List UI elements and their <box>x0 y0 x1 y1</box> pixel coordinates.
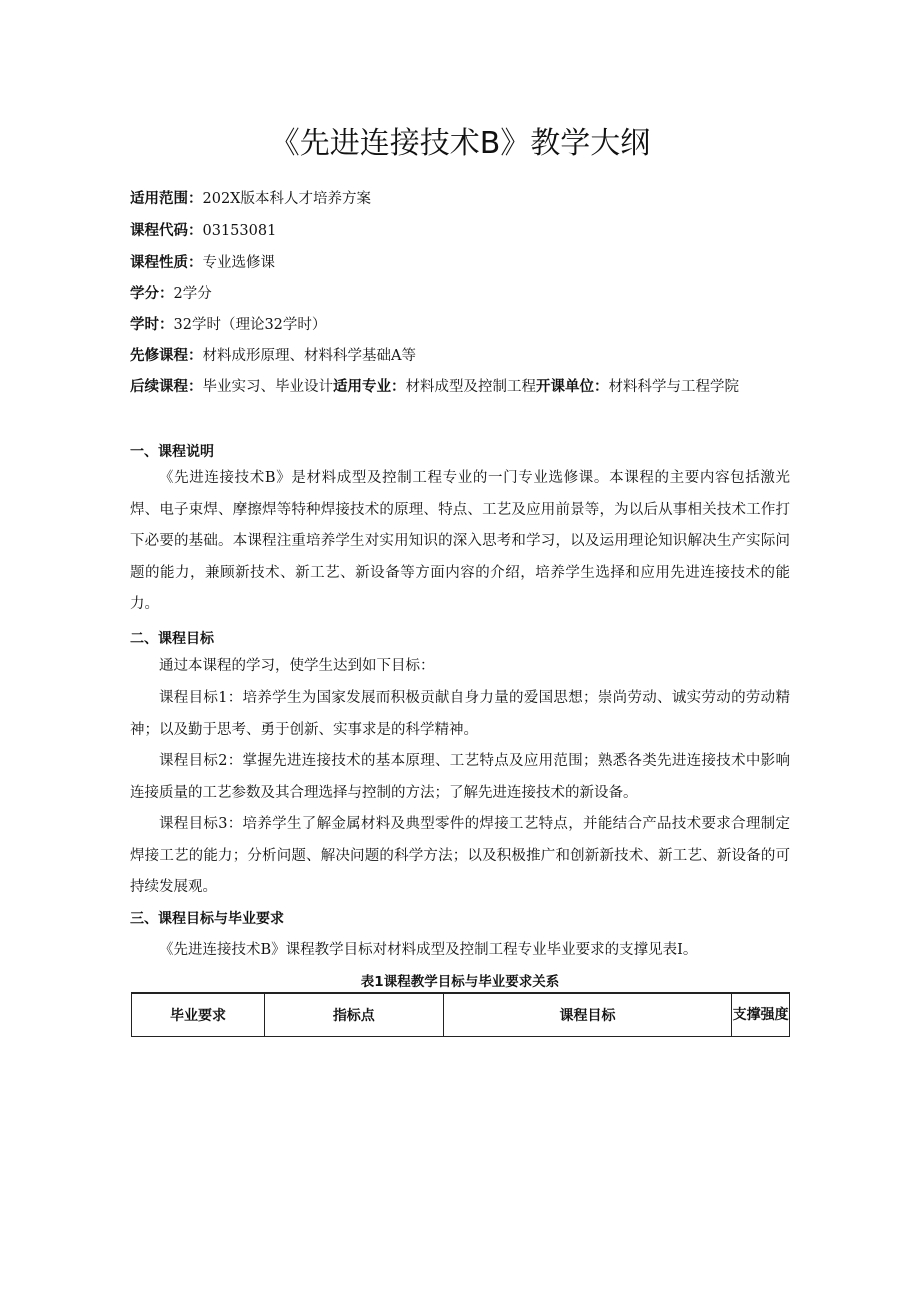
meta-hours <box>130 315 326 335</box>
meta-credit-label: 学分： <box>130 286 174 302</box>
section2-goal2: 课程目标2：掌握先进连接技术的基本原理、工艺特点及应用范围；熟悉各类先进连接技术中影响连接质量的工艺参数及其合理选择与控制的方法；了解先进连接技术的新设备。 <box>130 753 790 801</box>
meta-code-label: 课程代码： <box>130 223 203 239</box>
section2-goal1: 课程目标1：培养学生为国家发展而积极贡献自身力量的爱国思想；崇尚劳动、诚实劳动的劳动精神；以及勤于思考、勇于创新、实事求是的科学精神。 <box>130 690 790 738</box>
meta-dept-label: 开课单位： <box>536 379 609 395</box>
table-caption: 表1课程教学目标与毕业要求关系 <box>360 974 560 990</box>
meta-nature-label: 课程性质： <box>130 255 203 271</box>
section1-text: 《先进连接技术B》是材料成型及控制工程专业的一门专业选修课。本课程的主要内容包括激光焊、电子束焊、摩擦焊等特种焊接技术的原理、特点、工艺及应用前景等，为以后从事相关技术工作打下必要的基础。本课程注重培养学生对实用知识的深入思考和学习，以及运用理论知识解决生产实际问题的能力，兼顾新技术、新工艺、新设备等方面内容的介绍，培养学生选择和应用先进连接技术的能力。 <box>130 470 790 612</box>
meta-hours-value: 32学时（理论32学时） <box>173 317 327 333</box>
meta-code <box>130 221 276 241</box>
section2-heading: 二、课程目标 <box>130 631 214 647</box>
meta-nature <box>130 253 275 273</box>
meta-hours-label: 学时： <box>130 317 174 333</box>
meta-credit <box>130 284 212 304</box>
section3-text: 《先进连接技术B》课程教学目标对材料成型及控制工程专业毕业要求的支撑见表I。 <box>159 942 698 958</box>
meta-code-value: 03153081 <box>202 223 277 239</box>
goals-requirements-table <box>131 992 790 1037</box>
header-course-goal: 课程目标 <box>443 993 732 1037</box>
meta-scope <box>130 189 371 209</box>
header-indicator: 指标点 <box>265 993 444 1037</box>
meta-major-value: 材料成型及控制工程 <box>405 379 536 395</box>
meta-followup <box>130 377 739 397</box>
meta-prereq <box>130 346 416 366</box>
meta-scope-label: 适用范围： <box>130 191 203 207</box>
section3-heading: 三、课程目标与毕业要求 <box>130 911 284 927</box>
section2-intro: 通过本课程的学习，使学生达到如下目标： <box>159 658 435 674</box>
meta-nature-value: 专业选修课 <box>202 255 275 271</box>
meta-followup-value: 毕业实习、毕业设计 <box>202 379 333 395</box>
header-graduation-requirement: 毕业要求 <box>132 993 265 1037</box>
meta-major-label: 适用专业： <box>333 379 406 395</box>
meta-prereq-value: 材料成形原理、材料科学基础A等 <box>202 348 416 364</box>
meta-followup-label: 后续课程： <box>130 379 203 395</box>
header-support-strength: 支撑强度 <box>732 993 790 1037</box>
section2-goal3: 课程目标3：培养学生了解金属材料及典型零件的焊接工艺特点，并能结合产品技术要求合理制定焊接工艺的能力；分析问题、解决问题的科学方法；以及积极推广和创新新技术、新工艺、新设备的可持续发展观。 <box>130 816 790 895</box>
section1-heading: 一、课程说明 <box>130 444 214 460</box>
table-header-row <box>132 993 790 1037</box>
meta-dept-value: 材料科学与工程学院 <box>608 379 739 395</box>
meta-prereq-label: 先修课程： <box>130 348 203 364</box>
meta-credit-value: 2学分 <box>173 286 212 302</box>
document-title: 《先进连接技术B》教学大纲 <box>269 126 651 161</box>
meta-scope-value: 202X版本科人才培养方案 <box>202 191 371 207</box>
